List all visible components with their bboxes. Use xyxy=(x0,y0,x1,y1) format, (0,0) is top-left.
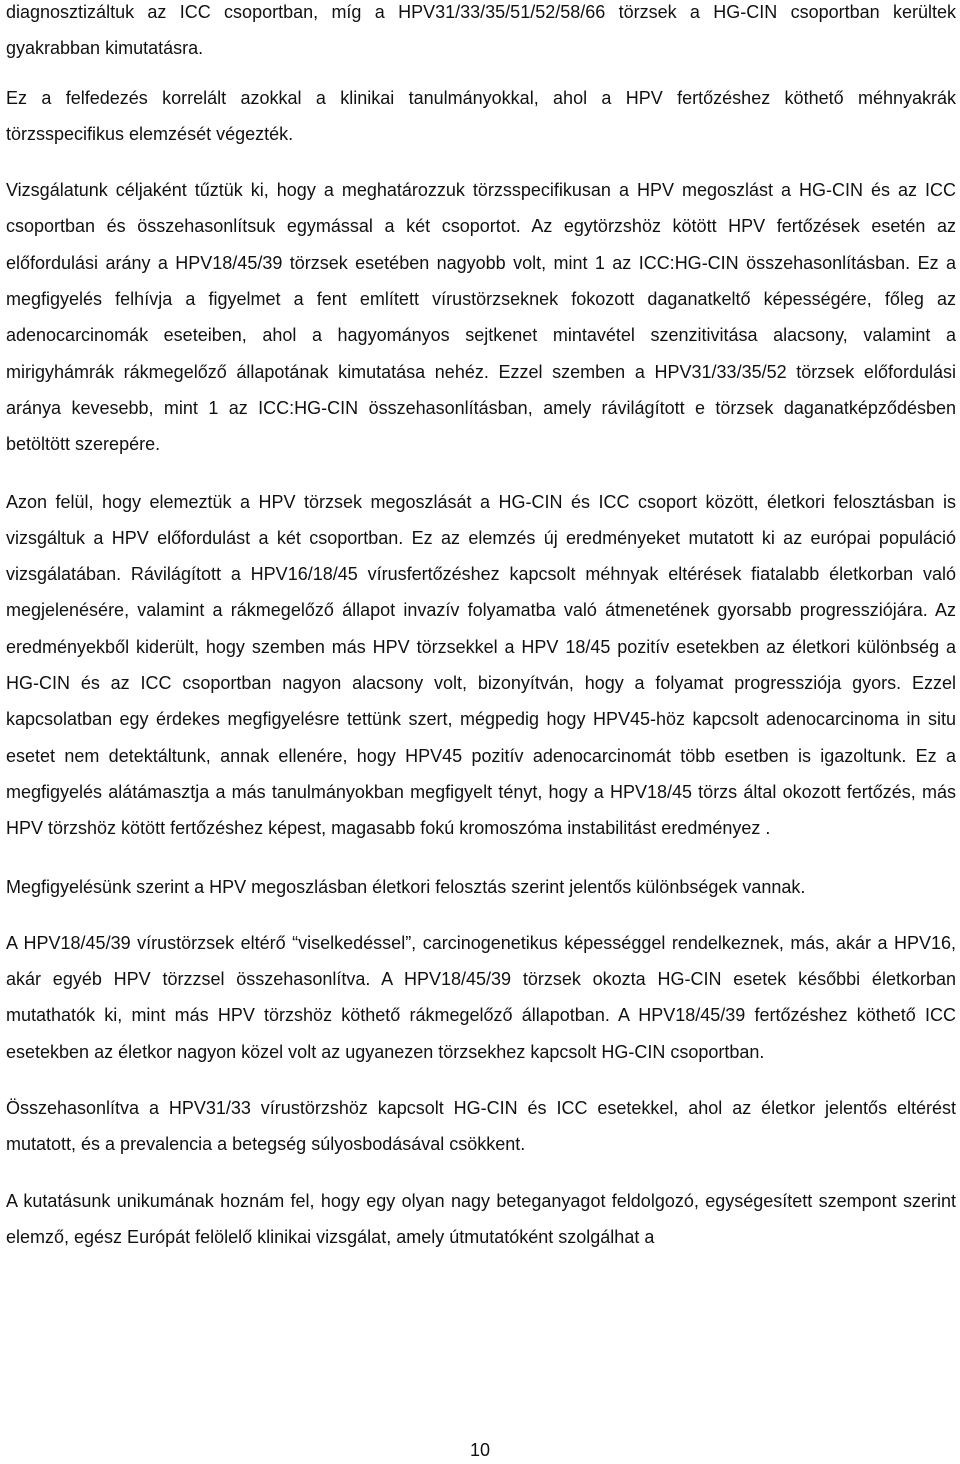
paragraph-continuation: diagnosztizáltuk az ICC csoportban, míg a HPV31/33/35/51/52/58/66 törzsek a HG-CIN csoportban kerültek gyakrabban kimutatásra. xyxy=(6,2,956,59)
paragraph-study-aim: Vizsgálatunk céljaként tűztük ki, hogy a meghatározzuk törzsspecifikusan a HPV megoszlást a HG-CIN és az ICC csoportban és összehasonlítsuk egymással a két csoportot. Az egytörzshöz kötött HPV fertőzések esetén az előfordulási arány a HPV18/45/39 törzsek esetében nagyobb volt, mint 1 az ICC:HG-CIN összehasonlításban. Ez a megfigyelés felhívja a figyelmet a fent említett vírustörzseknek fokozott daganatkeltő képességére, főleg az adenocarcinomák eseteiben, ahol a hagyományos sejtkenet mintavétel szenzitivitása alacsony, valamint a mirigyhámrák rákmegelőző állapotának kimutatása nehéz. Ezzel szemben a HPV31/33/35/52 törzsek előfordulási aránya kevesebb, mint 1 az ICC:HG-CIN összehasonlításban, amely rávilágított e törzsek daganatképződésben betöltött szerepére. xyxy=(6,180,956,455)
page-number: 10 xyxy=(469,1440,491,1460)
paragraph-research-uniqueness: A kutatásunk unikumának hoznám fel, hogy egy olyan nagy beteganyagot feldolgozó, egységesített szempont szerint elemző, egész Európát felölelő klinikai vizsgálat, amely útmutatóként szolgálhat a xyxy=(6,1190,956,1247)
paragraph-observation: Megfigyelésünk szerint a HPV megoszlásban életkori felosztás szerint jelentős különbségek vannak. xyxy=(6,876,806,897)
paragraph-hpv31-33: Összehasonlítva a HPV31/33 vírustörzshöz kapcsolt HG-CIN és ICC esetekkel, ahol az életkor jelentős eltérést mutatott, és a prevalencia a betegség súlyosbodásával csökkent. xyxy=(6,1098,956,1155)
paragraph-hpv18-45-39: A HPV18/45/39 vírustörzsek eltérő “viselkedéssel”, carcinogenetikus képességgel rendelkeznek, más, akár a HPV16, akár egyéb HPV törzzsel összehasonlítva. A HPV18/45/39 törzsek okozta HG-CIN esetek későbbi életkorban mutathatók ki, mint más HPV törzshöz köthető rákmegelőző állapotban. A HPV18/45/39 fertőzéshez köthető ICC esetekben az életkor nagyon közel volt az ugyanezen törzsekhez kapcsolt HG-CIN csoportban. xyxy=(6,932,956,1062)
paragraph-correlation: Ez a felfedezés korrelált azokkal a klinikai tanulmányokkal, ahol a HPV fertőzéshez köthető méhnyakrák törzsspecifikus elemzését végezték. xyxy=(6,87,956,144)
paragraph-age-analysis: Azon felül, hogy elemeztük a HPV törzsek megoszlását a HG-CIN és ICC csoport között, életkori felosztásban is vizsgáltuk a HPV előfordulást a két csoportban. Ez az elemzés új eredményeket mutatott ki az európai populáció vizsgálatában. Rávilágított a HPV16/18/45 vírusfertőzéshez kapcsolt méhnyak eltérések fiatalabb életkorban való megjelenésére, valamint a rákmegelőző állapot invazív folyamatba való átmenetének gyorsabb progressziójára. Az eredményekből kiderült, hogy szemben más HPV törzsekkel a HPV 18/45 pozitív esetekben az életkori különbség a HG-CIN és az ICC csoportban nagyon alacsony volt, bizonyítván, hogy a folyamat progressziója gyors. Ezzel kapcsolatban egy érdekes megfigyelésre tettünk szert, mégpedig hogy HPV45-höz kapcsolt adenocarcinoma in situ esetet nem detektáltunk, annak ellenére, hogy HPV45 pozitív adenocarcinomát több esetben is igazoltunk. Ez a megfigyelés alátámasztja a más tanulmányokban megfigyelt tényt, hogy a HPV18/45 törzs által okozott fertőzés, más HPV törzshöz kötött fertőzéshez képest, magasabb fokú kromoszóma instabilitást eredményez . xyxy=(6,491,956,839)
